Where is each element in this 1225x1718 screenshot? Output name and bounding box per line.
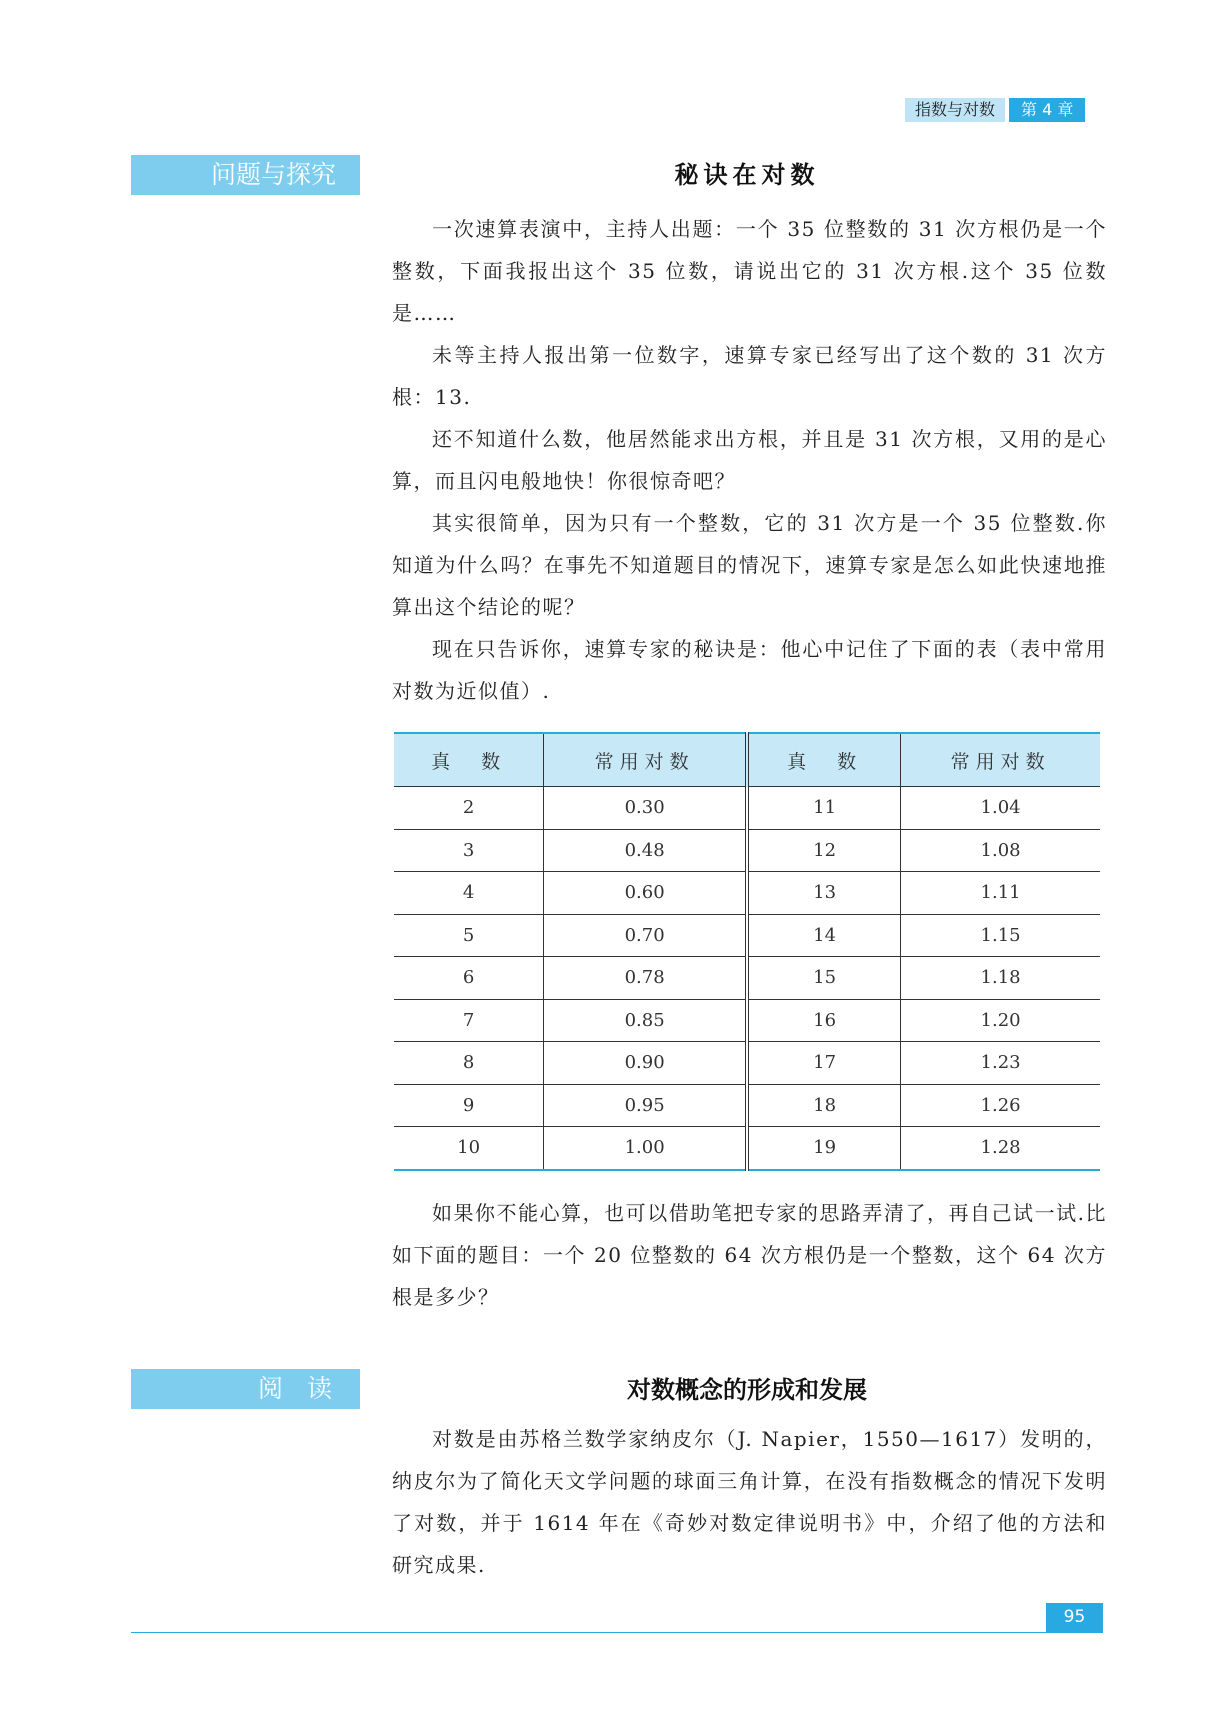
table-cell: 1.26 bbox=[901, 1084, 1100, 1127]
table-cell: 1.04 bbox=[901, 787, 1100, 830]
table-cell: 14 bbox=[747, 914, 901, 957]
table-row bbox=[394, 999, 1100, 1042]
table-cell: 0.95 bbox=[544, 1084, 747, 1127]
paragraph: 对数是由苏格兰数学家纳皮尔（J. Napier，1550—1617）发明的，纳皮尔为了简化天文学问题的球面三角计算，在没有指数概念的情况下发明了对数，并于 1614 年在《奇妙对数定律说明书》中，介绍了他的方法和研究成果. bbox=[392, 1427, 1107, 1577]
table-cell: 5 bbox=[394, 914, 544, 957]
table-cell: 0.78 bbox=[544, 957, 747, 1000]
table-row bbox=[394, 872, 1100, 915]
table-cell: 1.23 bbox=[901, 1042, 1100, 1085]
table-cell: 10 bbox=[394, 1127, 544, 1170]
table-row bbox=[394, 1084, 1100, 1127]
after-table-text bbox=[392, 1192, 1107, 1318]
reading-text bbox=[392, 1418, 1107, 1586]
paragraph: 现在只告诉你，速算专家的秘诀是：他心中记住了下面的表（表中常用对数为近似值）. bbox=[392, 637, 1107, 703]
table-cell: 6 bbox=[394, 957, 544, 1000]
table-cell: 1.18 bbox=[901, 957, 1100, 1000]
page-number: 95 bbox=[1046, 1603, 1103, 1632]
table-cell: 13 bbox=[747, 872, 901, 915]
explore-text bbox=[392, 208, 1107, 712]
footer-divider bbox=[131, 1632, 1103, 1633]
table-cell: 15 bbox=[747, 957, 901, 1000]
table-cell: 3 bbox=[394, 829, 544, 872]
paragraph: 还不知道什么数，他居然能求出方根，并且是 31 次方根，又用的是心算，而且闪电般地快！你很惊奇吧？ bbox=[392, 427, 1107, 493]
section-title-history: 对数概念的形成和发展 bbox=[627, 1376, 867, 1404]
chapter-header bbox=[905, 98, 1085, 122]
column-header-number: 真 数 bbox=[394, 733, 544, 787]
table-cell: 1.20 bbox=[901, 999, 1100, 1042]
paragraph: 其实很简单，因为只有一个整数，它的 31 次方是一个 35 位整数.你知道为什么吗？在事先不知道题目的情况下，速算专家是怎么如此快速地推算出这个结论的呢？ bbox=[392, 511, 1107, 619]
table-cell: 0.30 bbox=[544, 787, 747, 830]
table-cell: 0.85 bbox=[544, 999, 747, 1042]
column-header-log: 常用对数 bbox=[901, 733, 1100, 787]
chapter-number: 第 4 章 bbox=[1009, 98, 1085, 122]
section-label-reading: 阅读 bbox=[131, 1369, 360, 1409]
table-cell: 0.60 bbox=[544, 872, 747, 915]
table-row bbox=[394, 829, 1100, 872]
table-cell: 0.48 bbox=[544, 829, 747, 872]
column-header-number: 真 数 bbox=[747, 733, 901, 787]
table-cell: 7 bbox=[394, 999, 544, 1042]
paragraph: 未等主持人报出第一位数字，速算专家已经写出了这个数的 31 次方根：13. bbox=[392, 343, 1107, 409]
table-row bbox=[394, 957, 1100, 1000]
table-cell: 0.90 bbox=[544, 1042, 747, 1085]
section-title-secret: 秘诀在对数 bbox=[674, 161, 820, 189]
table-cell: 0.70 bbox=[544, 914, 747, 957]
table-cell: 9 bbox=[394, 1084, 544, 1127]
table-cell: 16 bbox=[747, 999, 901, 1042]
log-table bbox=[394, 732, 1100, 1171]
column-header-log: 常用对数 bbox=[544, 733, 747, 787]
table-cell: 17 bbox=[747, 1042, 901, 1085]
table-cell: 12 bbox=[747, 829, 901, 872]
table-cell: 1.15 bbox=[901, 914, 1100, 957]
table-row bbox=[394, 1127, 1100, 1170]
table-cell: 18 bbox=[747, 1084, 901, 1127]
section-label-explore: 问题与探究 bbox=[131, 155, 360, 195]
table-cell: 2 bbox=[394, 787, 544, 830]
table-cell: 11 bbox=[747, 787, 901, 830]
table-cell: 1.00 bbox=[544, 1127, 747, 1170]
paragraph: 一次速算表演中，主持人出题：一个 35 位整数的 31 次方根仍是一个整数，下面我报出这个 35 位数，请说出它的 31 次方根.这个 35 位数是…… bbox=[392, 217, 1107, 325]
table-cell: 19 bbox=[747, 1127, 901, 1170]
table-cell: 1.11 bbox=[901, 872, 1100, 915]
table-row bbox=[394, 914, 1100, 957]
table-cell: 1.28 bbox=[980, 1137, 1021, 1159]
table-cell: 8 bbox=[394, 1042, 544, 1085]
table-header-row bbox=[394, 733, 1100, 787]
paragraph: 如果你不能心算，也可以借助笔把专家的思路弄清了，再自己试一试.比如下面的题目：一个 20 位整数的 64 次方根仍是一个整数，这个 64 次方根是多少？ bbox=[392, 1201, 1107, 1309]
table-cell: 1.08 bbox=[901, 829, 1100, 872]
table-row bbox=[394, 787, 1100, 830]
table-row bbox=[394, 1042, 1100, 1085]
chapter-topic: 指数与对数 bbox=[905, 98, 1005, 122]
table-cell: 4 bbox=[394, 872, 544, 915]
